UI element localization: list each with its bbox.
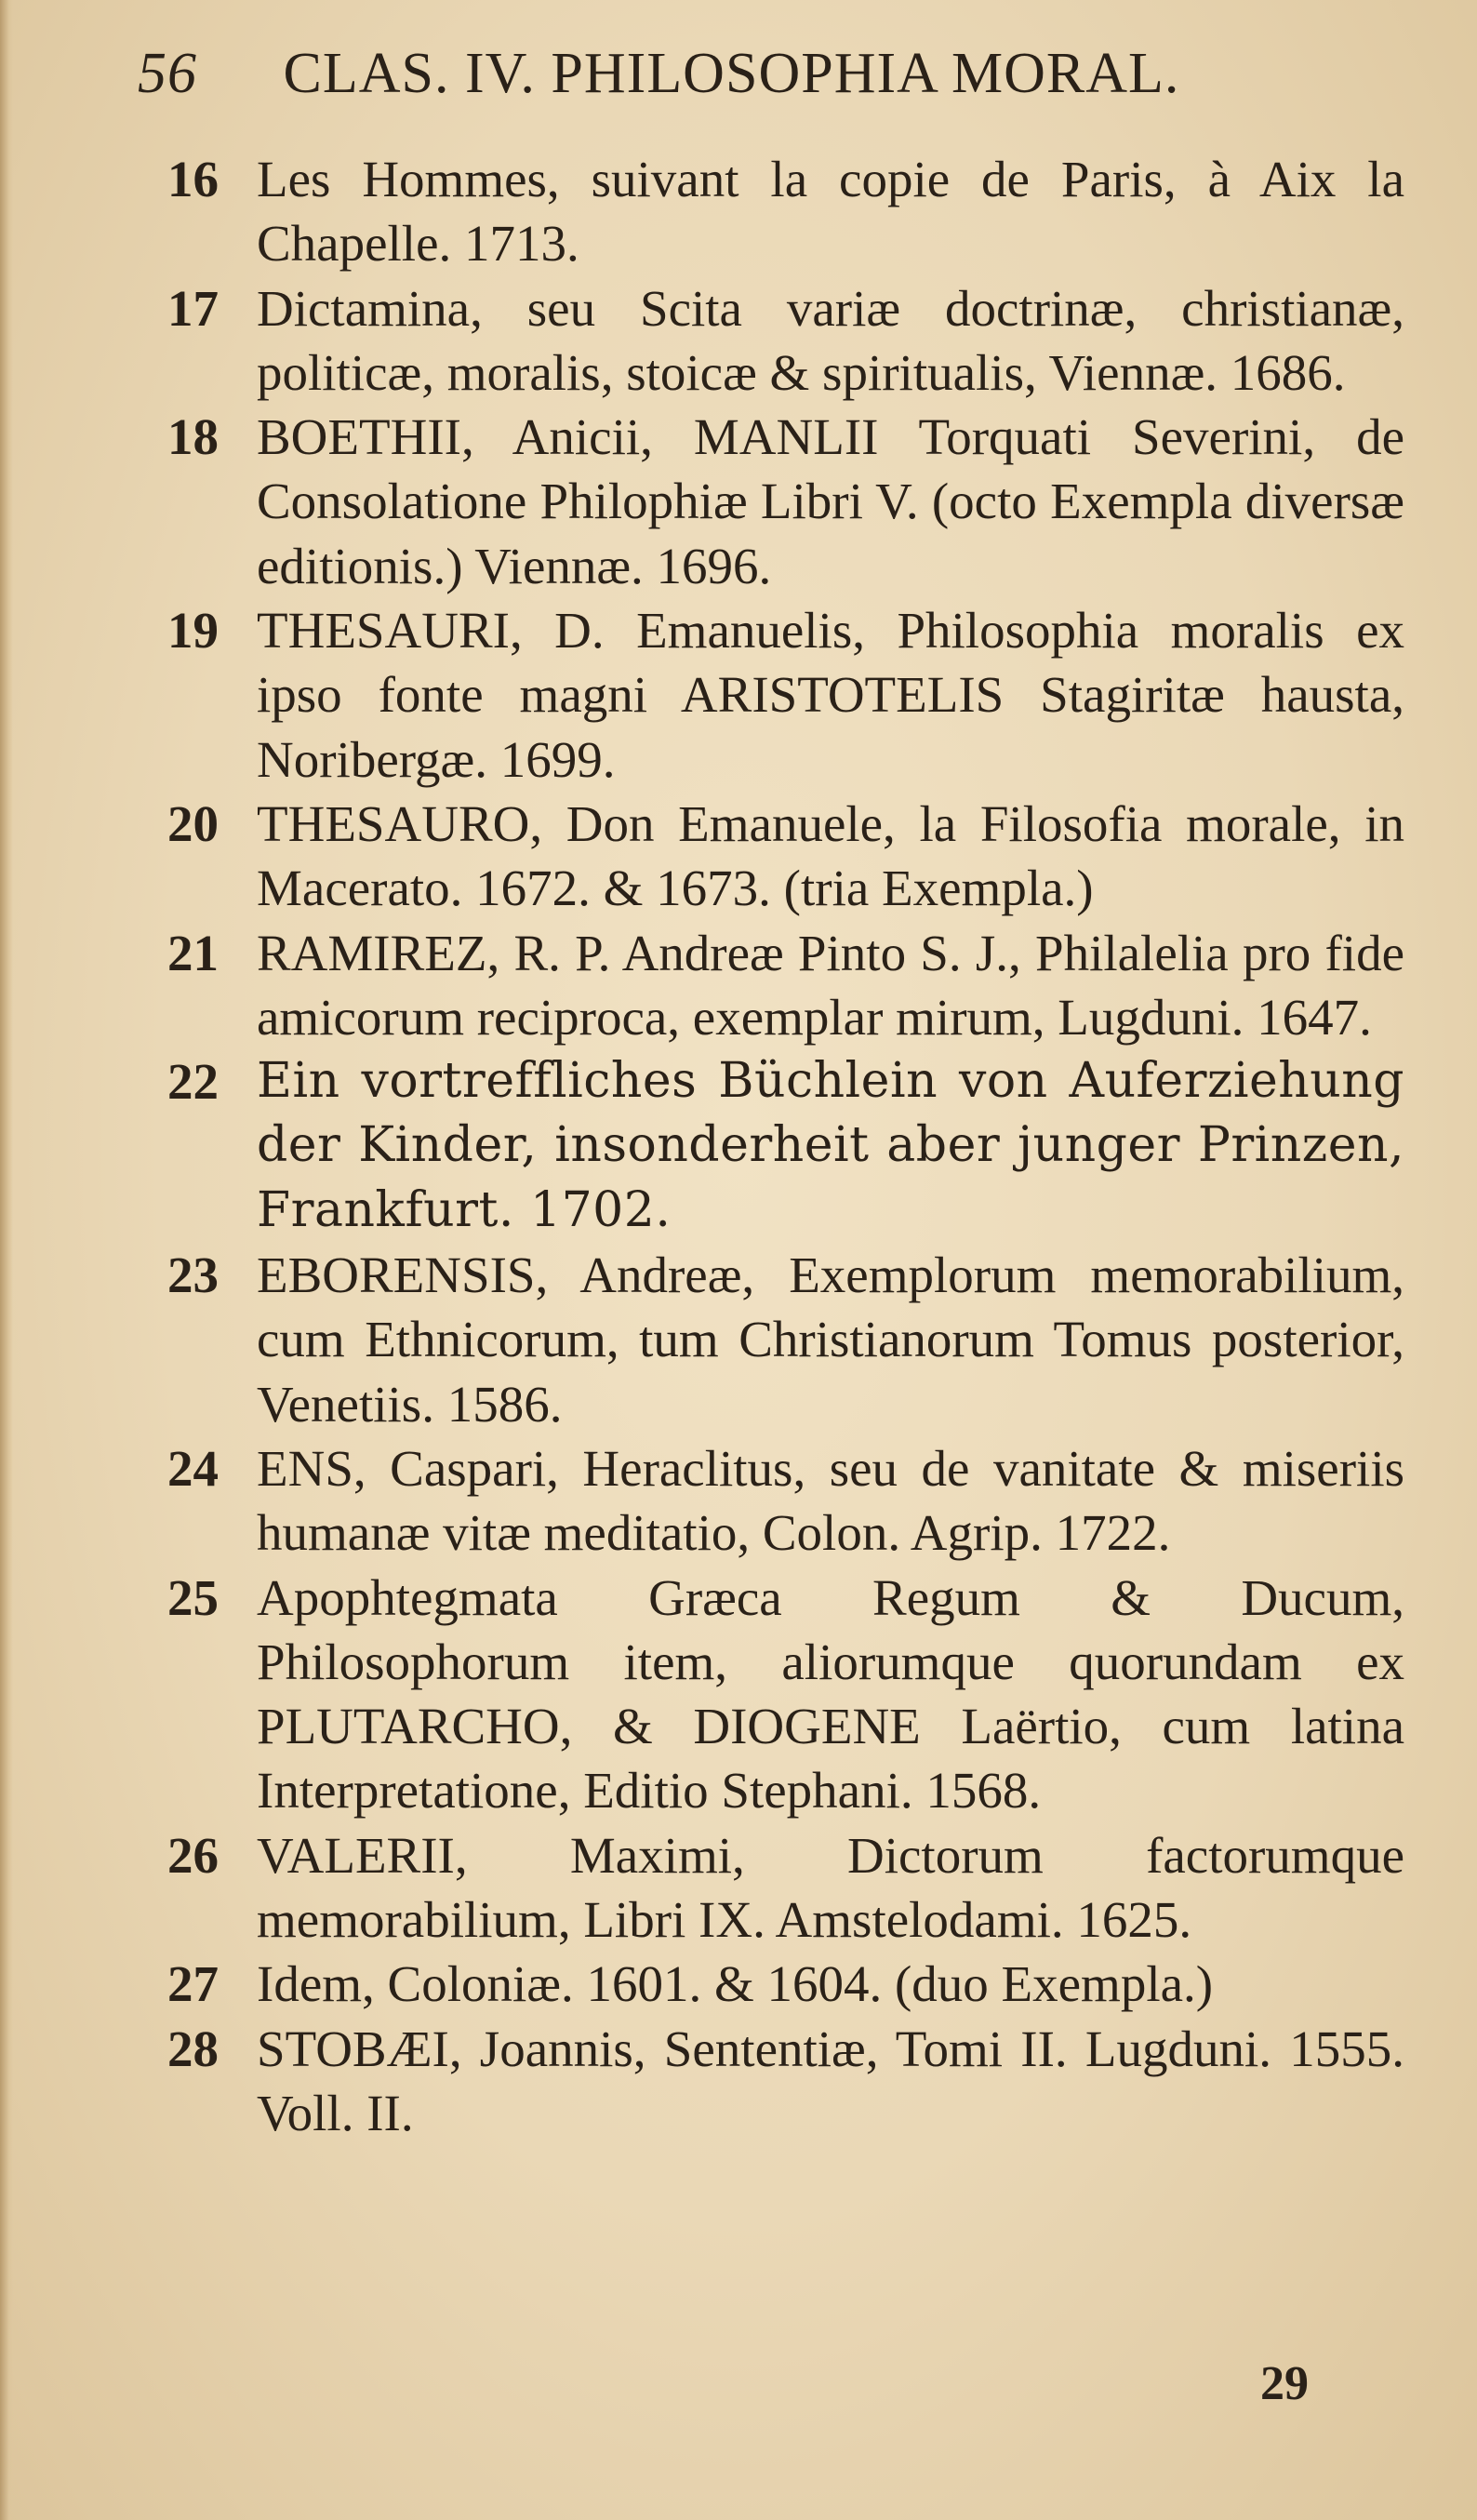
signature-mark: 29 — [1260, 2357, 1309, 2410]
catalog-entry — [167, 147, 1404, 276]
entry-text: VALERII, Maximi, Dictorum factorumque memorabilium, Libri IX. Amstelodami. 1625. — [257, 1826, 1404, 1949]
entry-text: RAMIREZ, R. P. Andreæ Pinto S. J., Philalelia pro fide amicorum reciproca, exemplar mirum, Lugduni. 1647. — [257, 924, 1404, 1046]
entry-number: 23 — [167, 1247, 219, 1304]
entry-number: 26 — [167, 1826, 219, 1884]
entry-number: 22 — [167, 1053, 219, 1111]
entry-text: EBORENSIS, Andreæ, Exemplorum memorabilium, cum Ethnicorum, tum Christianorum Tomus posterior, Venetiis. 1586. — [257, 1247, 1404, 1433]
catalog-entry — [167, 2017, 1404, 2146]
catalog-entry — [167, 921, 1404, 1050]
entry-number: 20 — [167, 794, 219, 852]
catalog-entry — [167, 1566, 1404, 1823]
catalog-entries — [167, 147, 1404, 2145]
page-number: 56 — [138, 42, 197, 105]
entry-number: 25 — [167, 1568, 219, 1626]
entry-text: Les Hommes, suivant la copie de Paris, à Aix la Chapelle. 1713. — [257, 151, 1404, 273]
entry-text: STOBÆI, Joannis, Sententiæ, Tomi II. Lugduni. 1555. Voll. II. — [257, 2020, 1404, 2141]
entry-number: 24 — [167, 1439, 219, 1497]
catalog-entry — [167, 1243, 1404, 1436]
entry-text: Idem, Coloniæ. 1601. & 1604. (duo Exempla.) — [257, 1955, 1214, 2013]
entry-number: 19 — [167, 602, 219, 660]
entry-text: Dictamina, seu Scita variæ doctrinæ, christianæ, politicæ, moralis, stoicæ & spiritualis, Viennæ. 1686. — [257, 279, 1404, 401]
entry-text: THESAURI, D. Emanuelis, Philosophia moralis ex ipso fonte magni ARISTOTELIS Stagiritæ hausta, Noribergæ. 1699. — [257, 602, 1404, 788]
entry-text: THESAURO, Don Emanuele, la Filosofia morale, in Macerato. 1672. & 1673. (tria Exempla.) — [257, 794, 1404, 917]
entry-number: 28 — [167, 2020, 219, 2077]
entry-text: Ein vortreffliches Büchlein von Auferziehung der Kinder, insonderheit aber junger Prinzen, Frankfurt. 1702. — [257, 1053, 1404, 1238]
entry-text: ENS, Caspari, Heraclitus, seu de vanitate & miseriis humanæ vitæ meditatio, Colon. Agrip. 1722. — [257, 1439, 1404, 1562]
catalog-entry — [167, 276, 1404, 406]
entry-number: 27 — [167, 1955, 219, 2013]
entry-text: BOETHII, Anicii, MANLII Torquati Severini, de Consolatione Philophiæ Libri V. (octo Exempla diversæ editionis.) Viennæ. 1696. — [257, 408, 1404, 594]
entry-number: 18 — [167, 408, 219, 466]
page-edge-shadow — [0, 0, 13, 2520]
entry-number: 21 — [167, 924, 219, 981]
catalog-entry — [167, 1436, 1404, 1566]
catalog-entry-fraktur — [167, 1049, 1404, 1243]
catalog-entry — [167, 792, 1404, 921]
entry-number: 16 — [167, 151, 219, 207]
catalog-entry — [167, 1823, 1404, 1953]
running-head — [138, 32, 1365, 115]
entry-number: 17 — [167, 279, 219, 337]
entry-text: Apophtegmata Græca Regum & Ducum, Philosophorum item, aliorumque quorundam ex PLUTARCHO, & DIOGENE Laërtio, cum latina Interpretatione, Editio Stephani. 1568. — [257, 1568, 1404, 1820]
catalog-entry — [167, 598, 1404, 792]
section-title: CLAS. IV. PHILOSOPHIA MORAL. — [283, 42, 1180, 105]
catalog-entry — [167, 1952, 1404, 2016]
catalog-entry — [167, 405, 1404, 598]
